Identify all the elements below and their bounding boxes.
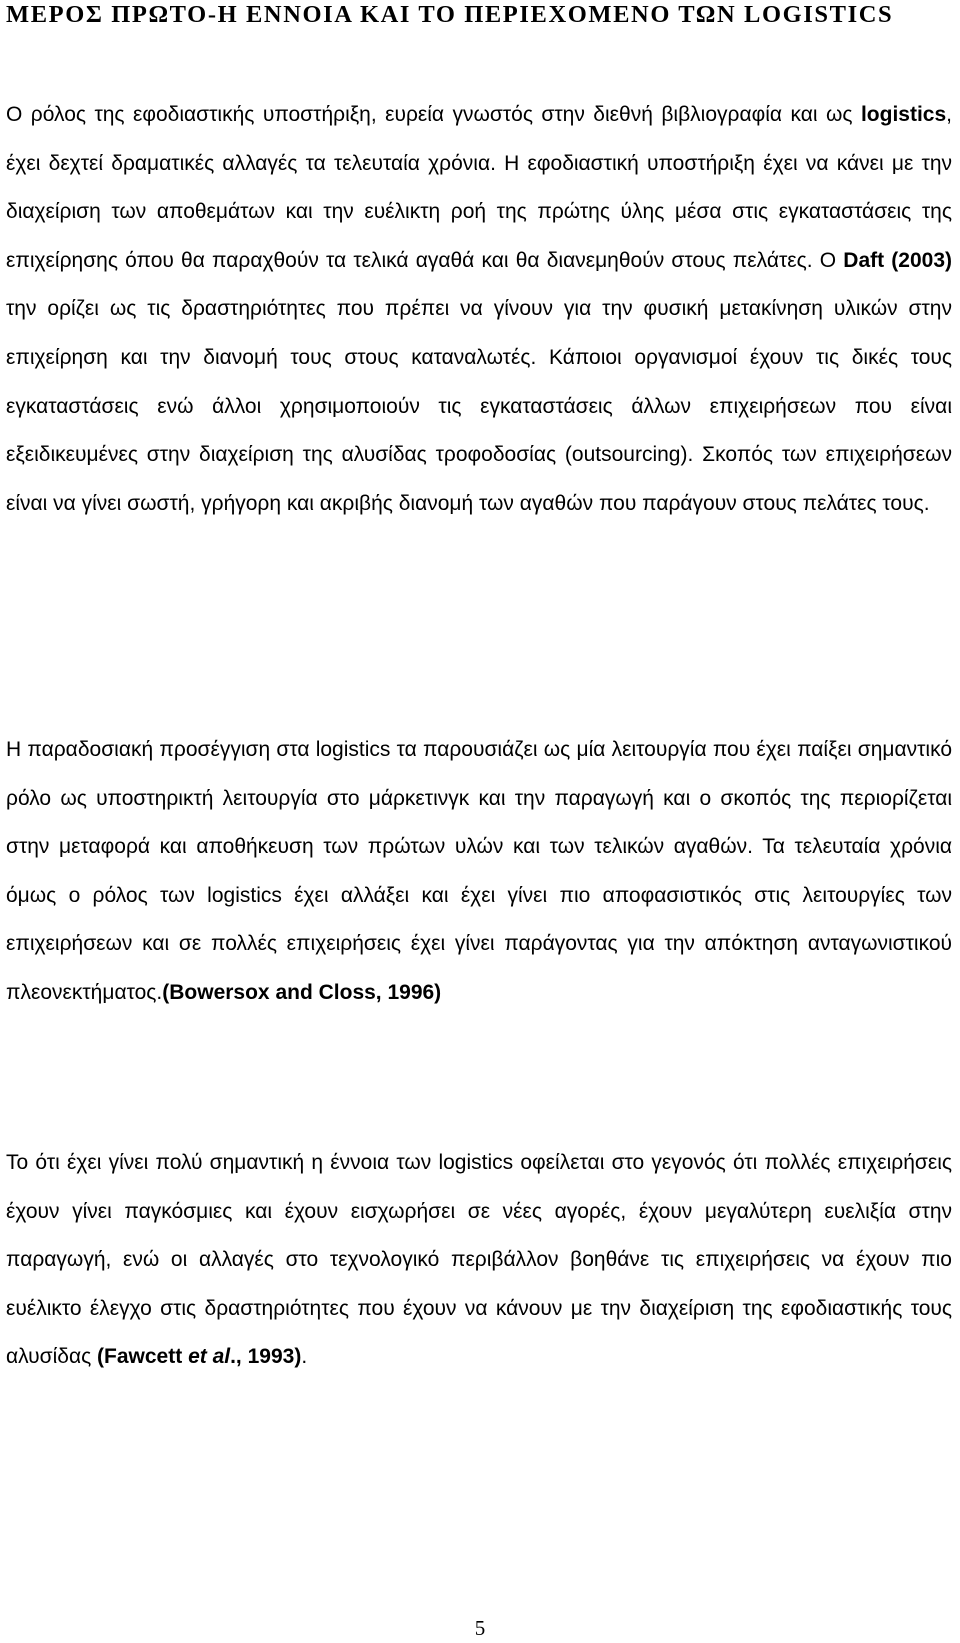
paragraph-2-text: Η παραδοσιακή προσέγγιση στα logistics τα παρουσιάζει ως μία λειτουργία που έχει παίξει σημαντικό ρόλο ως υποστηρικτή λειτουργία στο μάρκετινγκ και την παραγωγή και ο σκοπός της περιορίζεται στην μεταφορά και αποθήκευση των πρώτων υλών και των τελικών αγαθών. Τα τελευταία χρόνια όμως ο ρόλος των logistics έχει αλλάξει και έχει γίνει πιο αποφασιστικός στις λειτουργίες των επιχειρήσεων και σε πολλές επιχειρήσεις έχει γίνει παράγοντας για την απόκτηση ανταγωνιστικού πλεονεκτήματος. — [6, 738, 952, 1004]
term-logistics: logistics — [860, 103, 947, 126]
paragraph-1-text-c: την ορίζει ως τις δραστηριότητες που πρέπει να γίνουν για την φυσική μετακίνηση υλικών στην επιχείρηση και την διανομή τους στους καταναλωτές. Κάποιοι οργανισμοί έχουν τις δικές τους εγκαταστάσεις ενώ άλλοι χρησιμοποιούν τις εγκαταστάσεις άλλων επιχειρήσεων που είναι εξειδικευμένες στην διαχείριση της αλυσίδας τροφοδοσίας (outsourcing). Σκοπός των επιχειρήσεων είναι να γίνει σωστή, γρήγορη και ακριβής διανομή των αγαθών που παράγουν στους πελάτες τους. — [6, 297, 952, 515]
citation-bowersox: (Bowersox and Closs, 1996) — [162, 980, 442, 1004]
page-number: 5 — [474, 1616, 486, 1640]
paragraph-3-text-b: . — [301, 1345, 308, 1369]
paragraph-2 — [6, 726, 952, 1018]
citation-daft: Daft (2003) — [843, 248, 952, 272]
citation-fawcett-year: ., 1993) — [230, 1345, 302, 1369]
paragraph-1-text-a: Ο ρόλος της εφοδιαστικής υποστήριξη, ευρεία γνωστός στην διεθνή βιβλιογραφία και ως — [6, 103, 861, 126]
paragraph-1 — [6, 91, 952, 528]
section-heading: ΜΕΡΟΣ ΠΡΩΤΟ-Η ΕΝΝΟΙΑ ΚΑΙ ΤΟ ΠΕΡΙΕΧΟΜΕΝΟ ΤΩΝ LOGISTICS — [6, 1, 894, 28]
paragraph-3 — [6, 1139, 952, 1382]
paragraph-1-text-b: , έχει δεχτεί δραματικές αλλαγές τα τελευταία χρόνια. Η εφοδιαστική υποστήριξη έχει να κάνει με την διαχείριση των αποθεμάτων και την ευέλικτη ροή της πρώτης ύλης μέσα στις εγκαταστάσεις της επιχείρησης όπου θα παραχθούν τα τελικά αγαθά και θα διανεμηθούν στους πελάτες. Ο — [6, 103, 952, 272]
citation-fawcett-author: (Fawcett — [97, 1345, 189, 1369]
paragraph-3-text-a: Το ότι έχει γίνει πολύ σημαντική η έννοια των logistics οφείλεται στο γεγονός ότι πολλές επιχειρήσεις έχουν γίνει παγκόσμιες και έχουν εισχωρήσει σε νέες αγορές, έχουν μεγαλύτερη ευελιξία στην παραγωγή, ενώ οι αλλαγές στο τεχνολογικό περιβάλλον βοηθάνε τις επιχειρήσεις να έχουν πιο ευέλικτο έλεγχο στις δραστηριότητες που έχουν να κάνουν με την διαχείριση της εφοδιαστικής τους αλυσίδας — [6, 1151, 952, 1369]
citation-fawcett-etal: et al — [188, 1345, 231, 1369]
